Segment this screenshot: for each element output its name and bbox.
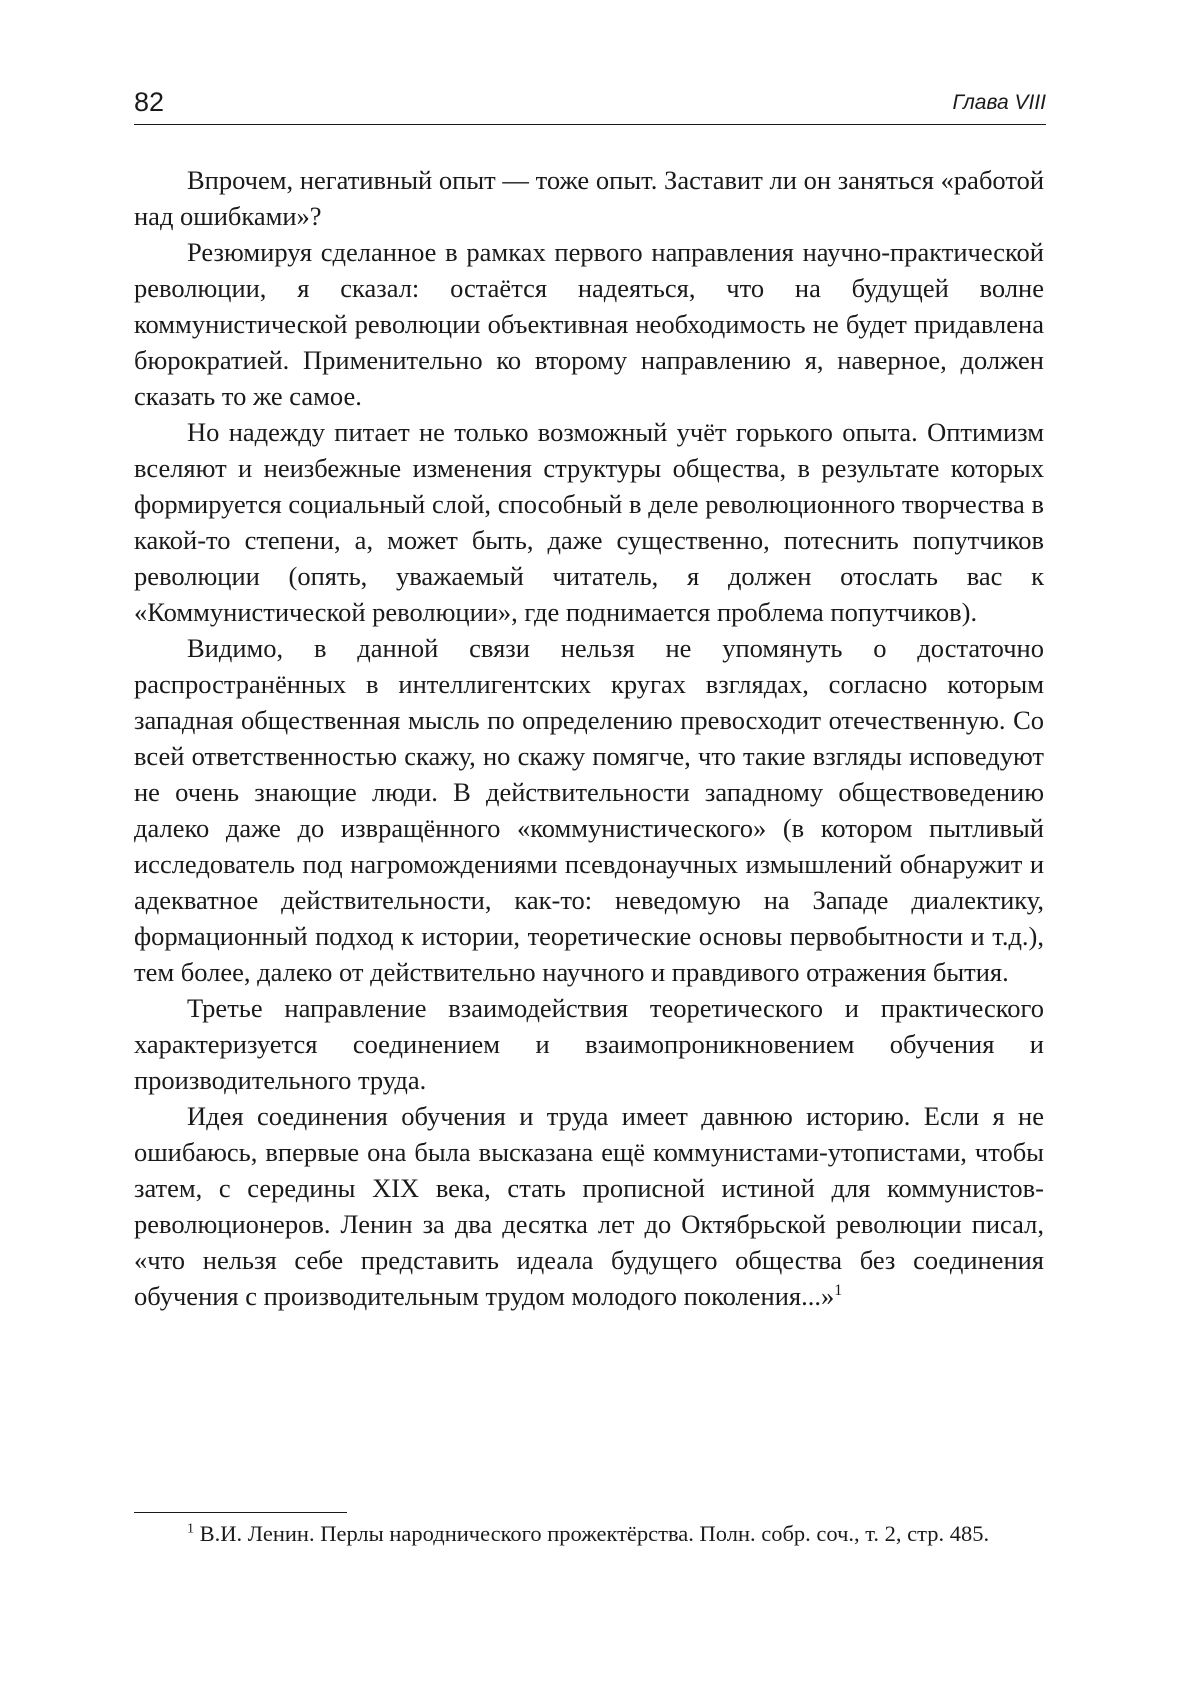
paragraph-4: Видимо, в данной связи нельзя не упомянуть о достаточно распространённых в интеллигентских кругах взглядах, согласно которым западная общественная мысль по определению превосходит отечественную. Со всей ответственностью скажу, но скажу помягче, что такие взгляды исповедуют не очень знающие люди. В действительности западному обществоведению далеко даже до извращённого «коммунистического» (в котором пытливый исследователь под нагромождениями псевдонаучных измышлений обнаружит и адекватное действительности, как-то: неведомую на Западе диалектику, формационный подход к истории, теоретические основы первобытности и т.д.), тем более, далеко от действительно научного и правдивого отражения бытия.: [134, 633, 1044, 987]
paragraph-3: Но надежду питает не только возможный учёт горького опыта. Оптимизм вселяют и неизбежные изменения структуры общества, в результате которых формируется социальный слой, способный в деле революционного творчества в какой-то степени, а, может быть, даже существенно, потеснить попутчиков революции (опять, уважаемый читатель, я должен отослать вас к «Коммунистической революции», где поднимается проблема попутчиков).: [134, 417, 1044, 627]
running-head: [134, 84, 1046, 125]
footnote-text: В.И. Ленин. Перлы народнического прожектёрства. Полн. собр. соч., т. 2, стр. 485.: [199, 1521, 990, 1546]
chapter-label: Глава VIII: [952, 91, 1046, 114]
footnote: [134, 1518, 1044, 1550]
paragraph-1: Впрочем, негативный опыт — тоже опыт. Заставит ли он заняться «работой над ошибками»?: [134, 165, 1044, 231]
footnote-reference: 1: [834, 1282, 843, 1300]
body-text: [134, 162, 1044, 1314]
paragraph-6: [134, 1098, 1044, 1314]
footnote-number: 1: [187, 1521, 194, 1537]
paragraph-2: Резюмируя сделанное в рамках первого направления научно-практической революции, я сказал: остаётся надеяться, что на будущей волне коммунистической революции объективная необходимость не будет придавлена бюрократией. Применительно ко второму направлению я, наверное, должен сказать то же самое.: [134, 237, 1044, 411]
page-number: 82: [134, 87, 165, 117]
paragraph-6-text: Идея соединения обучения и труда имеет давнюю историю. Если я не ошибаюсь, впервые она была высказана ещё коммунистами-утопистами, чтобы затем, с середины XIX века, стать прописной истиной для коммунистов-революционеров. Ленин за два десятка лет до Октябрьской революции писал, «что нельзя себе представить идеала будущего общества без соединения обучения с производительным трудом молодого поколения...»: [134, 1101, 1044, 1311]
footnote-divider: [134, 1512, 347, 1513]
paragraph-5: Третье направление взаимодействия теоретического и практического характеризуется соединением и взаимопроникновением обучения и производительного труда.: [134, 993, 1044, 1095]
